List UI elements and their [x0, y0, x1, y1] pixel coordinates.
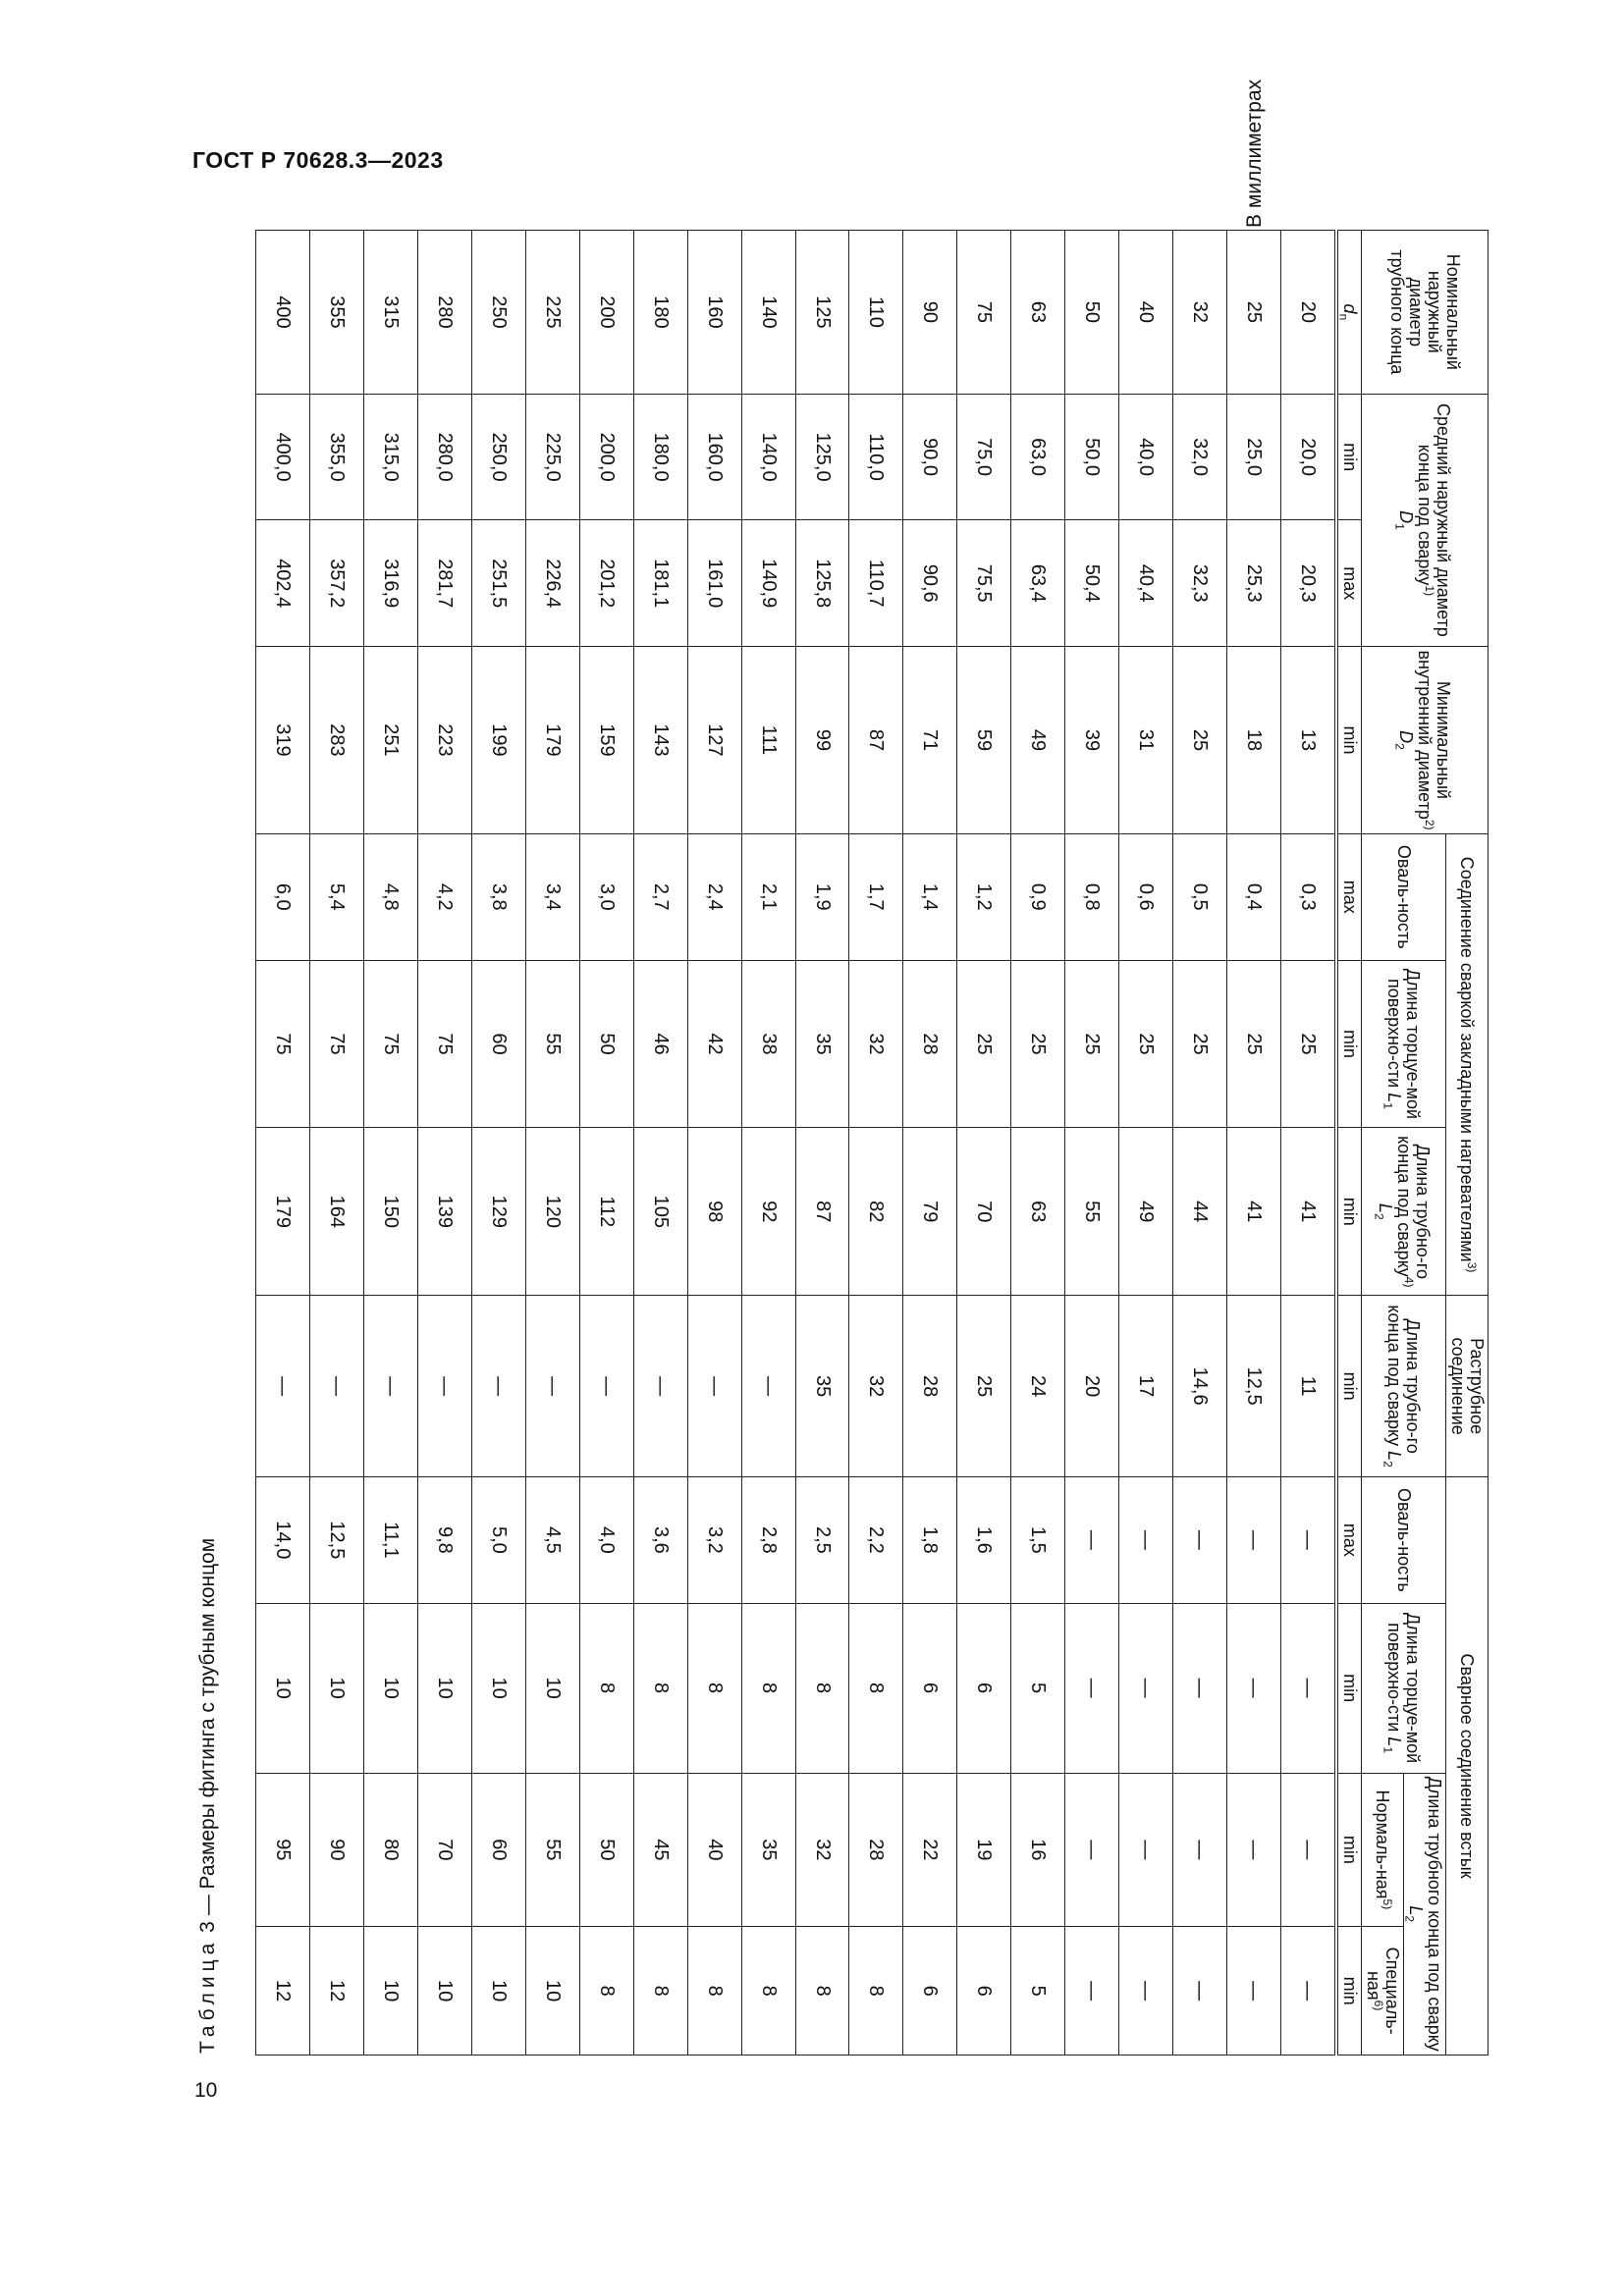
table-cell: 129	[471, 1128, 525, 1296]
table-cell: 98	[687, 1128, 741, 1296]
table-cell: 2,4	[687, 833, 741, 960]
table-cell: 251,5	[471, 520, 525, 647]
table-body	[256, 231, 1337, 2056]
table-cell: 40	[1119, 231, 1173, 395]
table-row	[310, 231, 364, 2056]
table-cell: 45	[633, 1773, 687, 1927]
table-cell: 10	[418, 1603, 472, 1773]
table-cell: —	[1227, 1603, 1281, 1773]
table-cell: 180,0	[633, 394, 687, 520]
units-cell: min	[1336, 394, 1362, 520]
table-cell: 2,8	[741, 1477, 795, 1604]
table-cell: —	[1227, 1773, 1281, 1927]
table-cell: —	[1065, 1603, 1119, 1773]
table-cell: 5	[1011, 1603, 1065, 1773]
table-cell: 87	[795, 1128, 849, 1296]
table-cell: 50	[579, 1773, 633, 1927]
units-cell: min	[1336, 960, 1362, 1128]
table-cell: 120	[525, 1128, 579, 1296]
table-cell: 1,6	[957, 1477, 1011, 1604]
table-cell: 49	[1011, 647, 1065, 834]
header-ef-ovality: Оваль-ность	[1362, 833, 1446, 960]
table-cell: 59	[957, 647, 1011, 834]
table-cell: 8	[687, 1927, 741, 2056]
table-cell: 40	[687, 1773, 741, 1927]
table-cell: 0,9	[1011, 833, 1065, 960]
table-cell: 10	[471, 1603, 525, 1773]
table-cell: 6	[903, 1603, 957, 1773]
table-cell: 71	[903, 647, 957, 834]
table-cell: —	[1173, 1477, 1227, 1604]
units-cell: min	[1336, 1773, 1362, 1927]
table-cell: 14,0	[256, 1477, 310, 1604]
table-cell: 38	[741, 960, 795, 1128]
table-cell: 8	[795, 1927, 849, 2056]
table-cell: 19	[957, 1773, 1011, 1927]
table-cell: 63,0	[1011, 394, 1065, 520]
table-cell: 25	[1173, 647, 1227, 834]
units-cell-dn: $d_n$	[1336, 231, 1362, 395]
table-cell: 8	[633, 1603, 687, 1773]
table-cell: 250,0	[471, 394, 525, 520]
table-row	[1011, 231, 1065, 2056]
table-cell: 355	[310, 231, 364, 395]
table-cell: —	[1173, 1603, 1227, 1773]
units-cell: max	[1336, 833, 1362, 960]
table-cell: 25,0	[1227, 394, 1281, 520]
table-cell: 70	[418, 1773, 472, 1927]
table-cell: 75	[256, 960, 310, 1128]
table-cell: 60	[471, 1773, 525, 1927]
table-cell: 250	[471, 231, 525, 395]
table-cell: 315	[364, 231, 418, 395]
table-cell: 143	[633, 647, 687, 834]
table-cell: 8	[849, 1927, 903, 2056]
table-cell: 105	[633, 1128, 687, 1296]
table-cell: 225,0	[525, 394, 579, 520]
table-cell: 55	[525, 960, 579, 1128]
table-cell: 25	[1065, 960, 1119, 1128]
table-cell: 200,0	[579, 394, 633, 520]
caption-title: Размеры фитинга с трубным концом	[196, 1537, 219, 1890]
table-row	[687, 231, 741, 2056]
table-cell: 223	[418, 647, 472, 834]
units-note: В миллиметрах	[1243, 79, 1266, 228]
page-number: 10	[194, 2079, 218, 2102]
header-butt-ovality: Оваль-ность	[1362, 1477, 1446, 1604]
header-ef-face-length: Длина торцуе-мой поверхно-сти $L_1$	[1362, 960, 1446, 1128]
table-cell: 4,5	[525, 1477, 579, 1604]
table-cell: 1,5	[1011, 1477, 1065, 1604]
table-cell: 225	[525, 231, 579, 395]
header-ef-tube-length: Длина трубно-го конца под сварку$^{4)}$ $L_2$	[1362, 1128, 1446, 1296]
table-cell: 4,0	[579, 1477, 633, 1604]
table-cell: 400,0	[256, 394, 310, 520]
table-cell: —	[471, 1296, 525, 1477]
table-cell: 8	[633, 1927, 687, 2056]
table-row	[579, 231, 633, 2056]
table-cell: —	[1065, 1773, 1119, 1927]
table-cell: 150	[364, 1128, 418, 1296]
table-cell: 99	[795, 647, 849, 834]
table-cell: 75,5	[957, 520, 1011, 647]
table-cell: 0,3	[1281, 833, 1337, 960]
header-mean-outer-diameter: Средний наружный диаметр конца под сварку$^{1)}$ $D_1$	[1362, 394, 1489, 646]
table-cell: 4,2	[418, 833, 472, 960]
table-cell: —	[1065, 1477, 1119, 1604]
table-cell: —	[1119, 1603, 1173, 1773]
units-row	[1336, 231, 1362, 2056]
table-cell: 10	[364, 1927, 418, 2056]
header-butt-normal: Нормаль-ная$^{5)}$	[1362, 1773, 1404, 1927]
table-cell: 179	[256, 1128, 310, 1296]
table-cell: 281,7	[418, 520, 472, 647]
table-cell: 12,5	[310, 1477, 364, 1604]
table-cell: 28	[903, 960, 957, 1128]
table-cell: —	[1065, 1927, 1119, 2056]
table-cell: 280	[418, 231, 472, 395]
table-cell: 25	[1227, 960, 1281, 1128]
table-row	[1281, 231, 1337, 2056]
table-cell: 6,0	[256, 833, 310, 960]
table-row	[525, 231, 579, 2056]
table-cell: —	[1281, 1477, 1337, 1604]
table-cell: 2,2	[849, 1477, 903, 1604]
table-cell: 1,2	[957, 833, 1011, 960]
table-cell: 90,6	[903, 520, 957, 647]
table-cell: —	[1119, 1773, 1173, 1927]
table-cell: 10	[471, 1927, 525, 2056]
table-cell: 200	[579, 231, 633, 395]
table-cell: 8	[687, 1603, 741, 1773]
table-cell: 400	[256, 231, 310, 395]
table-cell: 28	[849, 1773, 903, 1927]
table-cell: 44	[1173, 1128, 1227, 1296]
table-cell: 10	[418, 1927, 472, 2056]
table-cell: 8	[795, 1603, 849, 1773]
table-cell: 90	[903, 231, 957, 395]
table-cell: 75,0	[957, 394, 1011, 520]
table-cell: 179	[525, 647, 579, 834]
table-row	[633, 231, 687, 2056]
table-row	[903, 231, 957, 2056]
table-cell: 3,2	[687, 1477, 741, 1604]
table-cell: 41	[1281, 1128, 1337, 1296]
table-row	[849, 231, 903, 2056]
table-cell: 8	[741, 1603, 795, 1773]
table-cell: 22	[903, 1773, 957, 1927]
table-cell: 31	[1119, 647, 1173, 834]
table-cell: 90,0	[903, 394, 957, 520]
table-cell: 50	[1065, 231, 1119, 395]
table-cell: 95	[256, 1773, 310, 1927]
table-cell: 1,9	[795, 833, 849, 960]
table-cell: 110	[849, 231, 903, 395]
table-cell: 201,2	[579, 520, 633, 647]
table-row	[795, 231, 849, 2056]
table-row	[471, 231, 525, 2056]
table-cell: 0,8	[1065, 833, 1119, 960]
table-row	[364, 231, 418, 2056]
table-cell: 18	[1227, 647, 1281, 834]
header-nominal-diameter: Номинальный наружный диаметр трубного конца	[1362, 231, 1489, 395]
table-cell: —	[1173, 1773, 1227, 1927]
table-cell: 25	[1119, 960, 1173, 1128]
table-cell: 55	[1065, 1128, 1119, 1296]
table-cell: 32	[1173, 231, 1227, 395]
table-cell: 181,1	[633, 520, 687, 647]
table-cell: 13	[1281, 647, 1337, 834]
table-cell: 4,8	[364, 833, 418, 960]
table-cell: 50,0	[1065, 394, 1119, 520]
table-cell: 24	[1011, 1296, 1065, 1477]
table-row	[957, 231, 1011, 2056]
header-butt-face-length: Длина торцуе-мой поверхно-сти $L_1$	[1362, 1603, 1446, 1773]
table-cell: 35	[795, 960, 849, 1128]
table-cell: 3,0	[579, 833, 633, 960]
table-row	[1227, 231, 1281, 2056]
units-cell: max	[1336, 520, 1362, 647]
units-cell: min	[1336, 1128, 1362, 1296]
document-header: ГОСТ Р 70628.3—2023	[192, 147, 444, 173]
table-cell: 28	[903, 1296, 957, 1477]
table-cell: 32,0	[1173, 394, 1227, 520]
table-cell: 25	[1227, 231, 1281, 395]
table-cell: 112	[579, 1128, 633, 1296]
table-cell: 35	[741, 1773, 795, 1927]
table-cell: 139	[418, 1128, 472, 1296]
table-cell: 25	[957, 960, 1011, 1128]
table-row	[1065, 231, 1119, 2056]
table-cell: 3,8	[471, 833, 525, 960]
units-cell: min	[1336, 1296, 1362, 1477]
units-cell: min	[1336, 1603, 1362, 1773]
table-cell: 10	[256, 1603, 310, 1773]
table-cell: —	[525, 1296, 579, 1477]
table-cell: 10	[364, 1603, 418, 1773]
table-cell: 251	[364, 647, 418, 834]
table-cell: 226,4	[525, 520, 579, 647]
table-row	[1119, 231, 1173, 2056]
table-cell: 0,6	[1119, 833, 1173, 960]
table-cell: —	[1173, 1927, 1227, 2056]
table-cell: 3,6	[633, 1477, 687, 1604]
table-cell: 82	[849, 1128, 903, 1296]
table-cell: —	[1119, 1927, 1173, 2056]
table-cell: 5,4	[310, 833, 364, 960]
table-cell: —	[256, 1296, 310, 1477]
table-cell: 160,0	[687, 394, 741, 520]
table-cell: 125,0	[795, 394, 849, 520]
table-cell: —	[1227, 1477, 1281, 1604]
table-cell: 315,0	[364, 394, 418, 520]
table-cell: 75	[364, 960, 418, 1128]
table-cell: 180	[633, 231, 687, 395]
table-cell: 25	[1173, 960, 1227, 1128]
table-cell: 140,9	[741, 520, 795, 647]
table-cell: —	[418, 1296, 472, 1477]
table-cell: 160	[687, 231, 741, 395]
table-cell: 75	[418, 960, 472, 1128]
table-cell: 20	[1281, 231, 1337, 395]
header-socket-joint: Раструбное соединение	[1446, 1296, 1489, 1477]
table-cell: 46	[633, 960, 687, 1128]
table-cell: 40,0	[1119, 394, 1173, 520]
table-row	[1173, 231, 1227, 2056]
table-cell: 140	[741, 231, 795, 395]
table-cell: 25	[957, 1296, 1011, 1477]
table-cell: 20	[1065, 1296, 1119, 1477]
table-cell: 50,4	[1065, 520, 1119, 647]
table-cell: 355,0	[310, 394, 364, 520]
table-cell: 5,0	[471, 1477, 525, 1604]
table-cell: 6	[957, 1603, 1011, 1773]
table-cell: 42	[687, 960, 741, 1128]
units-cell: max	[1336, 1477, 1362, 1604]
table-cell: 12	[310, 1927, 364, 2056]
table-cell: 10	[310, 1603, 364, 1773]
table-cell: 12	[256, 1927, 310, 2056]
table-cell: 280,0	[418, 394, 472, 520]
table-cell: 5	[1011, 1927, 1065, 2056]
caption-number: 3	[196, 1921, 219, 1933]
table-cell: —	[1281, 1927, 1337, 2056]
table-cell: 11	[1281, 1296, 1337, 1477]
header-butt-tube-length: Длина трубного конца под сварку $L_2$	[1404, 1773, 1446, 2056]
caption-prefix: Таблица	[196, 1938, 219, 2054]
table-cell: 110,0	[849, 394, 903, 520]
table-caption	[196, 1538, 220, 2054]
table-cell: 316,9	[364, 520, 418, 647]
table-cell: 2,1	[741, 833, 795, 960]
table-cell: 25,3	[1227, 520, 1281, 647]
table-cell: 25	[1011, 960, 1065, 1128]
table-cell: 319	[256, 647, 310, 834]
table-row	[256, 231, 310, 2056]
header-min-inner-diameter: Минимальный внутренний диаметр$^{2)}$ $D_2$	[1362, 647, 1489, 834]
table-cell: 357,2	[310, 520, 364, 647]
table-cell: 8	[579, 1927, 633, 2056]
table-cell: 10	[525, 1927, 579, 2056]
header-socket-tube-length: Длина трубно-го конца под сварку $L_2$	[1362, 1296, 1446, 1477]
table-cell: 10	[525, 1603, 579, 1773]
table-cell: 8	[579, 1603, 633, 1773]
table-cell: 75	[310, 960, 364, 1128]
table-cell: —	[633, 1296, 687, 1477]
table-row	[418, 231, 472, 2056]
table-cell: 8	[741, 1927, 795, 2056]
table-cell: 20,3	[1281, 520, 1337, 647]
table-cell: 90	[310, 1773, 364, 1927]
table-cell: 283	[310, 647, 364, 834]
table-cell: 199	[471, 647, 525, 834]
table-cell: 80	[364, 1773, 418, 1927]
table-cell: —	[1281, 1773, 1337, 1927]
table-cell: 159	[579, 647, 633, 834]
table-cell: 6	[957, 1927, 1011, 2056]
table-cell: 70	[957, 1128, 1011, 1296]
table-cell: 6	[903, 1927, 957, 2056]
table-cell: 0,5	[1173, 833, 1227, 960]
table-cell: 87	[849, 647, 903, 834]
table-cell: 39	[1065, 647, 1119, 834]
table-cell: —	[1227, 1927, 1281, 2056]
table-cell: 11,1	[364, 1477, 418, 1604]
table-cell: —	[579, 1296, 633, 1477]
table-cell: 40,4	[1119, 520, 1173, 647]
table-cell: —	[310, 1296, 364, 1477]
table-cell: 63	[1011, 231, 1065, 395]
table-cell: 1,7	[849, 833, 903, 960]
fitting-dimensions-table	[255, 230, 1489, 2056]
table-cell: 55	[525, 1773, 579, 1927]
table-cell: 140,0	[741, 394, 795, 520]
table-cell: 20,0	[1281, 394, 1337, 520]
table-cell: 2,7	[633, 833, 687, 960]
header-electrofusion: Соединение сваркой закладными нагревателями$^{3)}$	[1446, 833, 1489, 1295]
table-cell: 8	[849, 1603, 903, 1773]
table-cell: —	[1119, 1477, 1173, 1604]
table-cell: 63,4	[1011, 520, 1065, 647]
table-cell: 32	[795, 1773, 849, 1927]
table-cell: 16	[1011, 1773, 1065, 1927]
table-cell: 161,0	[687, 520, 741, 647]
table-cell: —	[1281, 1603, 1337, 1773]
table-cell: 125	[795, 231, 849, 395]
dimensions-table-container	[255, 230, 1489, 2056]
table-cell: 75	[957, 231, 1011, 395]
caption-separator: —	[196, 1895, 219, 1916]
table-cell: 41	[1227, 1128, 1281, 1296]
table-cell: 63	[1011, 1128, 1065, 1296]
table-cell: 25	[1281, 960, 1337, 1128]
table-cell: —	[687, 1296, 741, 1477]
table-cell: 1,4	[903, 833, 957, 960]
table-cell: 32	[849, 1296, 903, 1477]
units-cell: min	[1336, 647, 1362, 834]
table-cell: 110,7	[849, 520, 903, 647]
table-cell: —	[364, 1296, 418, 1477]
table-cell: 2,5	[795, 1477, 849, 1604]
table-cell: 111	[741, 647, 795, 834]
table-cell: 32,3	[1173, 520, 1227, 647]
table-row	[741, 231, 795, 2056]
table-cell: 164	[310, 1128, 364, 1296]
table-cell: 92	[741, 1128, 795, 1296]
header-butt-special: Специаль-ная$^{6)}$	[1362, 1927, 1404, 2056]
table-cell: 12,5	[1227, 1296, 1281, 1477]
table-cell: 60	[471, 960, 525, 1128]
table-cell: —	[741, 1296, 795, 1477]
table-cell: 14,6	[1173, 1296, 1227, 1477]
table-cell: 17	[1119, 1296, 1173, 1477]
header-butt-weld: Сварное соединение встык	[1446, 1477, 1489, 2056]
table-cell: 1,8	[903, 1477, 957, 1604]
table-cell: 127	[687, 647, 741, 834]
table-cell: 50	[579, 960, 633, 1128]
table-cell: 0,4	[1227, 833, 1281, 960]
table-cell: 125,8	[795, 520, 849, 647]
table-cell: 35	[795, 1296, 849, 1477]
table-cell: 32	[849, 960, 903, 1128]
table-cell: 402,4	[256, 520, 310, 647]
table-cell: 49	[1119, 1128, 1173, 1296]
table-cell: 9,8	[418, 1477, 472, 1604]
table-cell: 3,4	[525, 833, 579, 960]
units-cell: min	[1336, 1927, 1362, 2056]
table-cell: 79	[903, 1128, 957, 1296]
